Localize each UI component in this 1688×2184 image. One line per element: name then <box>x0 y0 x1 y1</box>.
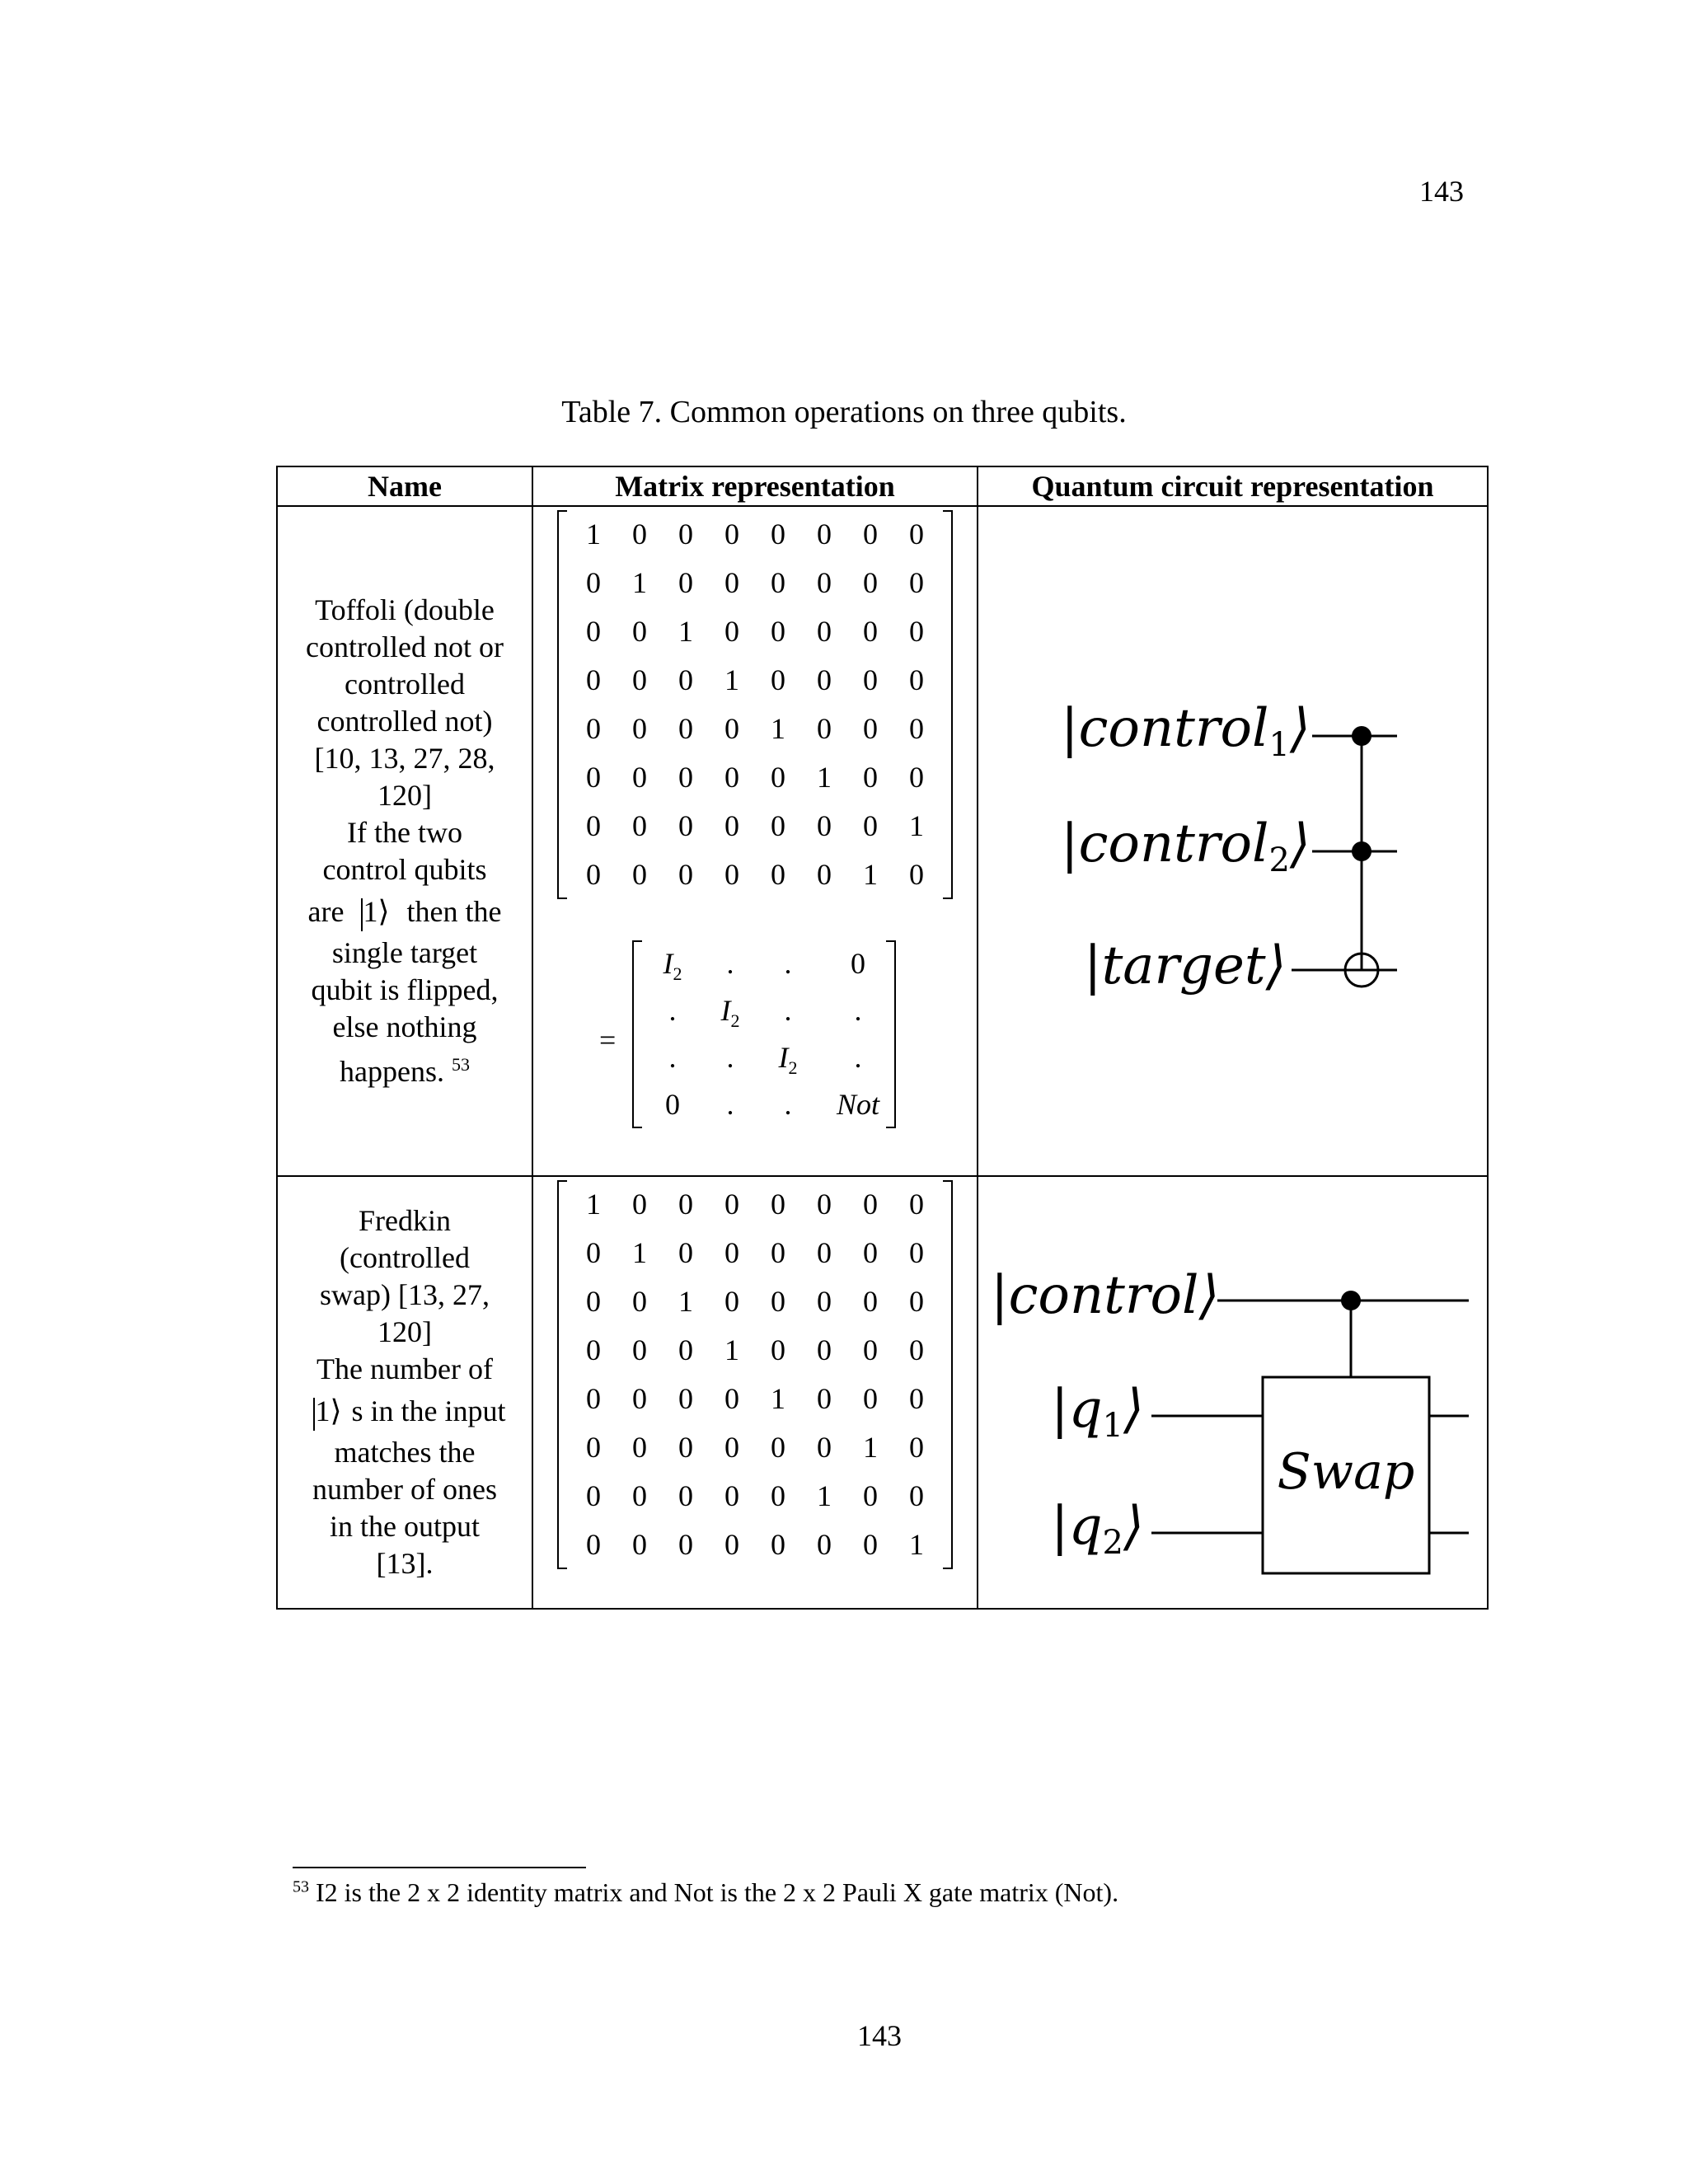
fredkin-cell: 0 <box>817 1528 832 1561</box>
toffoli-cell: 0 <box>678 566 693 599</box>
name-line: 120] <box>377 779 432 812</box>
toffoli-cell: 0 <box>724 712 739 745</box>
operations-table <box>276 466 1489 1610</box>
table-caption: Table 7. Common operations on three qubits. <box>561 395 1127 429</box>
fredkin-cell: 0 <box>863 1528 878 1561</box>
block-matrix-cell: . <box>726 947 734 980</box>
toffoli-cell: 0 <box>863 712 878 745</box>
toffoli-cell: 0 <box>909 761 924 794</box>
table-header-row <box>277 466 1488 506</box>
toffoli-cell: 0 <box>724 761 739 794</box>
block-matrix-cell: $I_2$ <box>663 947 682 985</box>
page-number-top: 143 <box>1419 175 1464 208</box>
fredkin-cell: 0 <box>909 1188 924 1221</box>
fredkin-cell: 0 <box>909 1431 924 1464</box>
name-line: happens. $^{53}$ <box>340 1054 470 1088</box>
toffoli-cell: 0 <box>586 761 601 794</box>
fredkin-cell: 0 <box>678 1236 693 1269</box>
fredkin-cell: 0 <box>909 1382 924 1415</box>
fredkin-cell: 0 <box>586 1431 601 1464</box>
name-line: controlled not) <box>316 705 493 738</box>
fredkin-cell: 0 <box>724 1236 739 1269</box>
fredkin-cell: 0 <box>817 1382 832 1415</box>
toffoli-cell: 0 <box>632 518 647 551</box>
toffoli-matrix-grid <box>557 510 953 899</box>
name-line: else nothing <box>332 1010 477 1043</box>
block-matrix-cell: 0 <box>665 1088 680 1121</box>
control-label: |control⟩ <box>991 1265 1220 1326</box>
fredkin-cell: 0 <box>678 1188 693 1221</box>
name-line-ket <box>278 888 532 935</box>
fredkin-cell: 1 <box>863 1431 878 1464</box>
name-line: controlled not or <box>306 630 504 663</box>
fredkin-cell: 0 <box>771 1333 785 1366</box>
fredkin-matrix-grid <box>557 1180 953 1569</box>
toffoli-cell: 0 <box>632 615 647 648</box>
toffoli-cell: 0 <box>863 809 878 842</box>
block-matrix-cell: . <box>784 994 792 1027</box>
fredkin-cell: 1 <box>909 1528 924 1561</box>
toffoli-cell: 0 <box>678 858 693 891</box>
fredkin-cell: 0 <box>724 1188 739 1221</box>
fredkin-cell: 0 <box>632 1382 647 1415</box>
block-matrix-cell: . <box>726 1041 734 1074</box>
toffoli-cell: 0 <box>771 663 785 696</box>
page-number-bottom: 143 <box>857 2019 902 2052</box>
fredkin-cell: 0 <box>632 1479 647 1512</box>
toffoli-cell: 0 <box>771 858 785 891</box>
fredkin-cell: 0 <box>724 1479 739 1512</box>
block-matrix-cell: . <box>784 1088 792 1121</box>
control2-dot <box>1352 841 1372 861</box>
name-line: 120] <box>377 1315 432 1348</box>
toffoli-cell: 0 <box>863 566 878 599</box>
footnote <box>293 1877 1118 1908</box>
toffoli-cell: 0 <box>724 615 739 648</box>
fredkin-cell: 0 <box>817 1236 832 1269</box>
fredkin-cell: 0 <box>771 1236 785 1269</box>
toffoli-cell: 0 <box>724 858 739 891</box>
toffoli-name-cell <box>277 506 532 1176</box>
fredkin-cell: 1 <box>632 1236 647 1269</box>
header-circuit: Quantum circuit representation <box>978 466 1488 506</box>
block-matrix-cell: . <box>854 1041 862 1074</box>
fredkin-cell: 1 <box>817 1479 832 1512</box>
block-matrix-cell: $I_2$ <box>720 994 740 1032</box>
toffoli-cell: 0 <box>678 712 693 745</box>
name-text: then the <box>406 895 502 928</box>
fredkin-cell: 0 <box>724 1431 739 1464</box>
fredkin-cell: 0 <box>817 1188 832 1221</box>
control1-label: |control1⟩ <box>1061 698 1311 764</box>
ket-one: 1⟩ <box>308 1388 346 1434</box>
fredkin-cell: 0 <box>863 1188 878 1221</box>
toffoli-cell: 0 <box>909 518 924 551</box>
fredkin-cell: 0 <box>586 1382 601 1415</box>
toffoli-cell: 1 <box>632 566 647 599</box>
toffoli-cell: 0 <box>586 712 601 745</box>
footnote-text: I2 is the 2 x 2 identity matrix and Not is the 2 x 2 Pauli X gate matrix (Not). <box>316 1877 1119 1907</box>
name-line: (controlled <box>340 1241 470 1274</box>
toffoli-cell: 0 <box>817 518 832 551</box>
block-matrix-cell: . <box>854 994 862 1027</box>
footnote-ref: 53 <box>451 1054 470 1075</box>
equals-sign: = <box>599 1024 617 1057</box>
toffoli-block-matrix <box>632 940 896 1128</box>
block-matrix-cell: . <box>726 1088 734 1121</box>
table-row-fredkin <box>277 1176 1488 1609</box>
fredkin-cell: 0 <box>586 1479 601 1512</box>
ket-value: 1 <box>315 1394 331 1427</box>
toffoli-cell: 0 <box>909 712 924 745</box>
toffoli-cell: 1 <box>724 663 739 696</box>
fredkin-cell: 1 <box>586 1188 601 1221</box>
toffoli-cell: 0 <box>632 712 647 745</box>
fredkin-cell: 0 <box>817 1285 832 1318</box>
block-matrix-cell: . <box>668 994 677 1027</box>
fredkin-cell: 0 <box>909 1479 924 1512</box>
fredkin-cell: 1 <box>678 1285 693 1318</box>
fredkin-matrix <box>557 1180 953 1569</box>
toffoli-circuit <box>978 507 1487 1171</box>
toffoli-cell: 1 <box>863 858 878 891</box>
q2-label: |q2⟩ <box>1051 1496 1144 1562</box>
toffoli-cell: 0 <box>817 566 832 599</box>
name-line: qubit is flipped, <box>311 973 499 1006</box>
toffoli-cell: 0 <box>817 858 832 891</box>
toffoli-cell: 0 <box>909 858 924 891</box>
fredkin-cell: 0 <box>586 1236 601 1269</box>
toffoli-cell: 0 <box>909 566 924 599</box>
name-line: Toffoli (double <box>315 593 495 626</box>
toffoli-cell: 0 <box>909 663 924 696</box>
fredkin-circuit-cell <box>978 1176 1488 1609</box>
toffoli-cell: 0 <box>863 761 878 794</box>
fredkin-cell: 0 <box>909 1333 924 1366</box>
footnote-mark: 53 <box>293 1877 309 1896</box>
name-line: swap) [13, 27, <box>320 1278 490 1311</box>
toffoli-cell: 0 <box>678 809 693 842</box>
name-line: Fredkin <box>359 1204 451 1237</box>
toffoli-circuit-cell <box>978 506 1488 1176</box>
toffoli-cell: 0 <box>817 663 832 696</box>
fredkin-cell: 1 <box>724 1333 739 1366</box>
footnote-rule <box>293 1867 586 1868</box>
block-matrix-cell: . <box>784 947 792 980</box>
toffoli-cell: 0 <box>817 712 832 745</box>
toffoli-cell: 0 <box>678 518 693 551</box>
toffoli-matrix-cell <box>532 506 978 1176</box>
name-line: The number of <box>316 1352 493 1385</box>
toffoli-cell: 1 <box>817 761 832 794</box>
fredkin-cell: 0 <box>863 1479 878 1512</box>
toffoli-cell: 0 <box>817 615 832 648</box>
toffoli-cell: 0 <box>632 663 647 696</box>
toffoli-cell: 0 <box>771 615 785 648</box>
toffoli-cell: 0 <box>771 761 785 794</box>
fredkin-cell: 0 <box>586 1333 601 1366</box>
fredkin-cell: 0 <box>678 1382 693 1415</box>
fredkin-cell: 0 <box>678 1479 693 1512</box>
fredkin-cell: 0 <box>817 1431 832 1464</box>
toffoli-cell: 0 <box>678 663 693 696</box>
fredkin-cell: 0 <box>678 1431 693 1464</box>
toffoli-cell: 0 <box>586 615 601 648</box>
name-line: single target <box>331 936 478 969</box>
block-matrix-cell: . <box>668 1041 677 1074</box>
fredkin-cell: 0 <box>863 1333 878 1366</box>
block-matrix-cell: 0 <box>851 947 865 980</box>
fredkin-cell: 0 <box>724 1285 739 1318</box>
fredkin-name-cell <box>277 1176 532 1609</box>
toffoli-matrix <box>557 510 953 899</box>
toffoli-cell: 0 <box>724 809 739 842</box>
name-line: control qubits <box>322 853 487 886</box>
toffoli-name-lines <box>278 592 532 1090</box>
header-matrix: Matrix representation <box>532 466 978 506</box>
fredkin-cell: 0 <box>771 1479 785 1512</box>
fredkin-cell: 0 <box>909 1285 924 1318</box>
toffoli-cell: 0 <box>586 858 601 891</box>
fredkin-cell: 0 <box>632 1188 647 1221</box>
toffoli-cell: 0 <box>632 858 647 891</box>
toffoli-cell: 1 <box>586 518 601 551</box>
fredkin-cell: 0 <box>771 1285 785 1318</box>
toffoli-cell: 0 <box>863 615 878 648</box>
ket-one: 1⟩ <box>356 888 394 935</box>
fredkin-cell: 0 <box>863 1285 878 1318</box>
name-line: [13]. <box>376 1547 434 1580</box>
fredkin-cell: 0 <box>632 1333 647 1366</box>
toffoli-cell: 0 <box>586 809 601 842</box>
toffoli-cell: 0 <box>724 566 739 599</box>
fredkin-cell: 0 <box>586 1528 601 1561</box>
fredkin-cell: 0 <box>771 1188 785 1221</box>
control1-dot <box>1352 726 1372 746</box>
toffoli-cell: 1 <box>771 712 785 745</box>
fredkin-cell: 0 <box>863 1382 878 1415</box>
fredkin-cell: 0 <box>909 1236 924 1269</box>
fredkin-cell: 0 <box>724 1382 739 1415</box>
toffoli-cell: 0 <box>586 663 601 696</box>
toffoli-cell: 0 <box>632 809 647 842</box>
toffoli-block-equation <box>533 940 977 1138</box>
fredkin-cell: 1 <box>771 1382 785 1415</box>
header-name: Name <box>277 466 532 506</box>
fredkin-cell: 0 <box>678 1333 693 1366</box>
toffoli-cell: 0 <box>863 518 878 551</box>
toffoli-cell: 0 <box>678 761 693 794</box>
name-text: s in the input <box>351 1394 506 1427</box>
fredkin-cell: 0 <box>863 1236 878 1269</box>
toffoli-cell: 0 <box>771 518 785 551</box>
q1-label: |q1⟩ <box>1051 1379 1144 1445</box>
ket-value: 1 <box>363 895 378 928</box>
fredkin-cell: 0 <box>632 1431 647 1464</box>
fredkin-matrix-cell <box>532 1176 978 1609</box>
block-matrix-grid <box>644 940 899 1128</box>
toffoli-cell: 0 <box>586 566 601 599</box>
toffoli-cell: 0 <box>771 809 785 842</box>
name-line: in the output <box>330 1510 480 1543</box>
name-text: are <box>307 895 345 928</box>
fredkin-cell: 0 <box>771 1528 785 1561</box>
fredkin-cell: 0 <box>771 1431 785 1464</box>
name-line: If the two <box>347 816 462 849</box>
fredkin-cell: 0 <box>632 1528 647 1561</box>
fredkin-cell: 0 <box>632 1285 647 1318</box>
toffoli-cell: 1 <box>909 809 924 842</box>
toffoli-cell: 1 <box>678 615 693 648</box>
name-line: matches the <box>334 1436 476 1469</box>
toffoli-cell: 0 <box>817 809 832 842</box>
toffoli-cell: 0 <box>771 566 785 599</box>
name-line-ket <box>278 1388 532 1434</box>
target-label: |target⟩ <box>1084 935 1287 996</box>
toffoli-cell: 0 <box>724 518 739 551</box>
block-matrix-cell: $I_2$ <box>778 1041 798 1079</box>
fredkin-circuit <box>978 1177 1487 1604</box>
toffoli-cell: 0 <box>909 615 924 648</box>
fredkin-cell: 0 <box>586 1285 601 1318</box>
fredkin-cell: 0 <box>724 1528 739 1561</box>
toffoli-cell: 0 <box>632 761 647 794</box>
name-line: [10, 13, 27, 28, <box>314 742 495 775</box>
swap-label: Swap <box>1277 1443 1415 1501</box>
name-line: controlled <box>345 668 465 701</box>
name-line: number of ones <box>312 1473 497 1506</box>
fredkin-cell: 0 <box>817 1333 832 1366</box>
block-matrix-cell: Not <box>836 1088 879 1121</box>
toffoli-cell: 0 <box>863 663 878 696</box>
control2-label: |control2⟩ <box>1061 813 1311 879</box>
fredkin-cell: 0 <box>678 1528 693 1561</box>
table-row-toffoli <box>277 506 1488 1176</box>
